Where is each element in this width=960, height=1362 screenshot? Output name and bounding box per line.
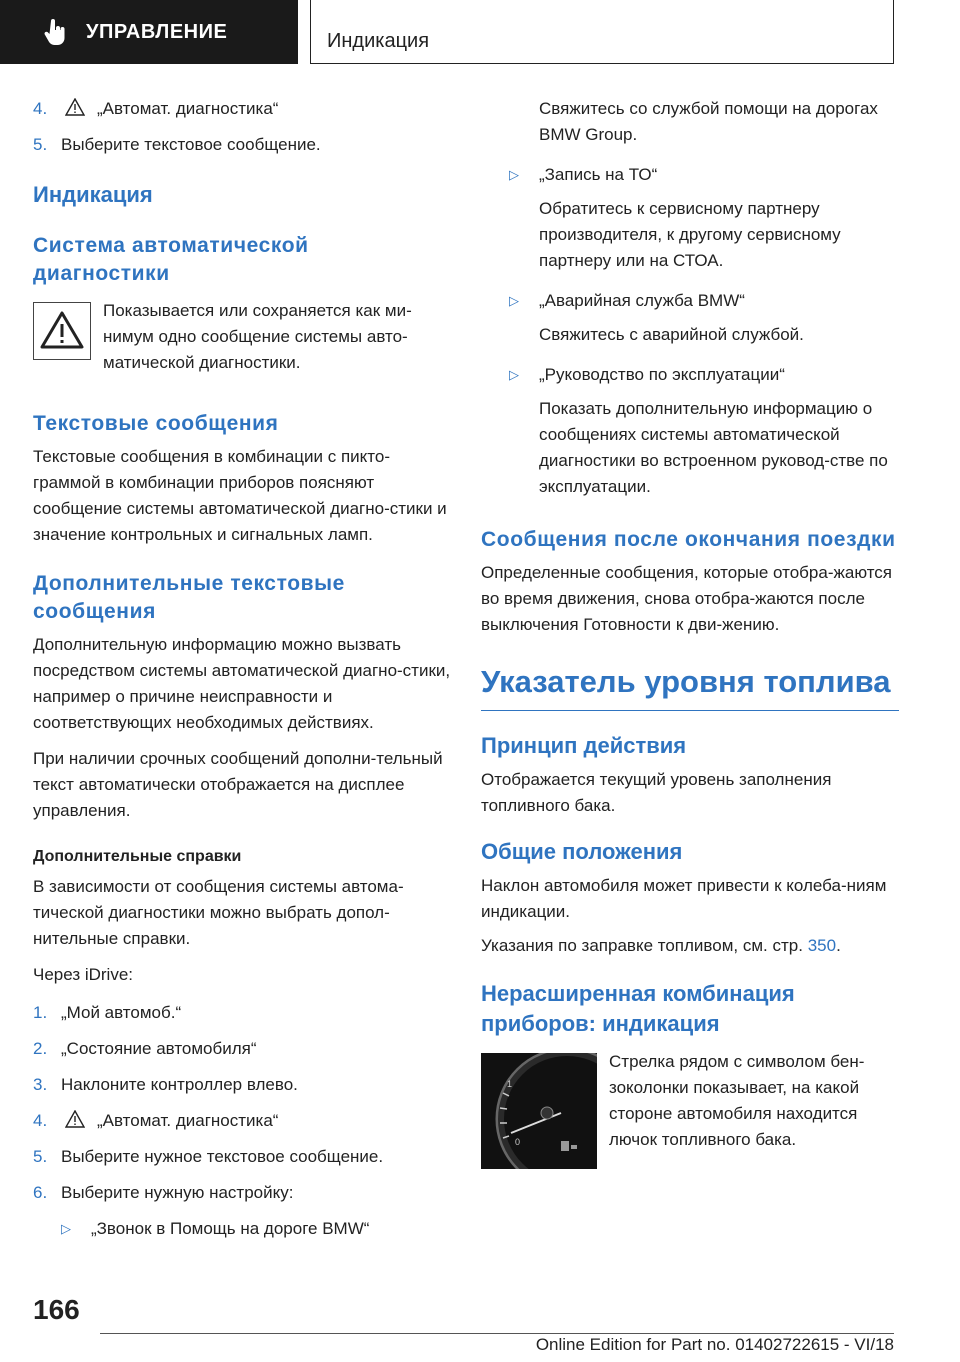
list-item xyxy=(33,1180,451,1206)
list-text: Выберите нужное текстовое сообщение. xyxy=(61,1147,384,1166)
heading-additional-messages: Дополнительные текстовые сообщения xyxy=(33,572,345,623)
paragraph-refuel xyxy=(481,933,899,959)
paragraph-principle: Отображается текущий уровень заполнения топливного бака. xyxy=(481,770,832,815)
heading-help: Дополнительные справки xyxy=(33,848,242,865)
list-text: „Мой автомоб.“ xyxy=(61,1003,182,1022)
svg-text:1: 1 xyxy=(507,1079,513,1089)
triangle-bullet-icon: ▷ xyxy=(509,293,519,308)
warning-notice xyxy=(33,302,451,376)
list-text: Выберите нужную настройку: xyxy=(61,1183,294,1202)
bullet-title: „Аварийная служба BMW“ xyxy=(539,291,745,310)
steps-list xyxy=(33,1000,451,1242)
footer-divider xyxy=(100,1333,894,1334)
heading-cluster: Нерасширенная комбинация приборов: индикация xyxy=(481,981,795,1036)
section-tab-label: УПРАВЛЕНИЕ xyxy=(86,20,228,43)
cluster-section xyxy=(481,1053,899,1169)
right-column xyxy=(481,96,899,1169)
paragraph-contact: Свяжитесь со службой помощи на дорогах BMW Group. xyxy=(539,99,878,144)
warning-triangle-icon xyxy=(33,302,91,360)
paragraph-help: В зависимости от сообщения системы автома‐тической диагностики можно выбрать допол‐нительные справки. xyxy=(33,877,404,948)
bullet-title: „Запись на ТО“ xyxy=(539,165,658,184)
list-item xyxy=(33,1000,451,1026)
list-number: 4. xyxy=(33,1111,48,1130)
chapter-header xyxy=(310,0,894,64)
list-number: 5. xyxy=(33,1147,48,1166)
paragraph-additional-2: При наличии срочных сообщений дополни‐тельный текст автоматически отображается на дисплее управления. xyxy=(33,749,443,820)
list-text: „Автомат. диагностика“ xyxy=(97,99,279,118)
list-number: 4. xyxy=(33,99,48,118)
list-text: Наклоните контроллер влево. xyxy=(61,1075,298,1094)
paragraph-text-messages: Текстовые сообщения в комбинации с пикто‐граммой в комбинации приборов поясняют сообщение системы автоматической диагно‐стики и значение контрольных и сигнальных ламп. xyxy=(33,447,447,544)
list-item xyxy=(33,96,451,122)
page-number: 166 xyxy=(33,1294,80,1325)
chapter-title: Индикация xyxy=(327,30,430,52)
hand-pointer-icon xyxy=(40,17,70,47)
heading-principle: Принцип действия xyxy=(481,733,687,758)
heading-fuel-gauge: Указатель уровня топлива xyxy=(481,662,899,711)
bullet-item xyxy=(481,162,899,188)
list-item xyxy=(33,1072,451,1098)
bullet-description: Обратитесь к сервисному партнеру производителя, к другому сервисному партнеру или на СТОА. xyxy=(539,199,841,270)
list-text: „Состояние автомобиля“ xyxy=(61,1039,257,1058)
paragraph-idrive: Через iDrive: xyxy=(33,965,134,984)
paragraph-general: Наклон автомобиля может привести к колеба‐ниям индикации. xyxy=(481,876,887,921)
heading-indication: Индикация xyxy=(33,182,153,207)
refuel-period: . xyxy=(836,936,841,955)
list-item xyxy=(33,1144,451,1170)
bullet-title: „Руководство по эксплуатации“ xyxy=(539,365,785,384)
heading-text-messages: Текстовые сообщения xyxy=(33,412,279,435)
svg-text:0: 0 xyxy=(515,1137,521,1147)
heading-general: Общие положения xyxy=(481,839,683,864)
heading-system-diagnostics: Система автоматической диагностики xyxy=(33,234,309,285)
list-number: 5. xyxy=(33,135,48,154)
warning-triangle-icon xyxy=(65,1110,85,1128)
bullet-description: Показать дополнительную информацию о сообщениях системы автоматической диагностики во встроенном руковод‐стве по эксплуатации. xyxy=(539,399,888,496)
bullet-item xyxy=(481,288,899,314)
list-item xyxy=(33,132,451,158)
bullet-text: „Звонок в Помощь на дороге BMW“ xyxy=(91,1219,370,1238)
list-text: „Автомат. диагностика“ xyxy=(97,1111,279,1130)
warning-text: Показывается или сохраняется как ми‐нимум одно сообщение системы авто‐матической диагностики. xyxy=(103,301,412,372)
page-link[interactable]: 350 xyxy=(807,936,837,955)
paragraph-additional-1: Дополнительную информацию можно вызвать посредством системы автоматической диагно‐стики, например о причине неисправности и соответствующих необходимых действиях. xyxy=(33,635,451,732)
heading-after-trip: Сообщения после окончания поездки xyxy=(481,528,896,551)
triangle-bullet-icon: ▷ xyxy=(509,167,519,182)
list-item xyxy=(33,1108,451,1134)
refuel-text: Указания по заправке топливом, см. стр. xyxy=(481,936,808,955)
list-number: 3. xyxy=(33,1075,48,1094)
fuel-gauge-image xyxy=(481,1053,597,1169)
warning-triangle-icon xyxy=(65,98,85,116)
list-number: 1. xyxy=(33,1003,48,1022)
edition-text: Online Edition for Part no. 01402722615 - VI/18 xyxy=(535,1335,894,1354)
paragraph-cluster: Стрелка рядом с символом бен‐зоколонки показывает, на какой стороне автомобиля находится лючок топливного бака. xyxy=(609,1052,865,1149)
bullet-item xyxy=(33,1216,451,1242)
triangle-bullet-icon: ▷ xyxy=(509,367,519,382)
list-item xyxy=(33,1036,451,1062)
list-text: Выберите текстовое сообщение. xyxy=(61,135,321,154)
list-number: 6. xyxy=(33,1183,48,1202)
list-number: 2. xyxy=(33,1039,48,1058)
bullet-item xyxy=(481,362,899,388)
paragraph-after-trip: Определенные сообщения, которые отобра‐жаются во время движения, снова отобра‐жаются после выключения Готовности к дви‐жению. xyxy=(481,563,892,634)
bullet-description: Свяжитесь с аварийной службой. xyxy=(539,325,804,344)
triangle-bullet-icon: ▷ xyxy=(61,1221,71,1236)
section-tab[interactable] xyxy=(0,0,298,64)
left-column xyxy=(33,96,451,1242)
